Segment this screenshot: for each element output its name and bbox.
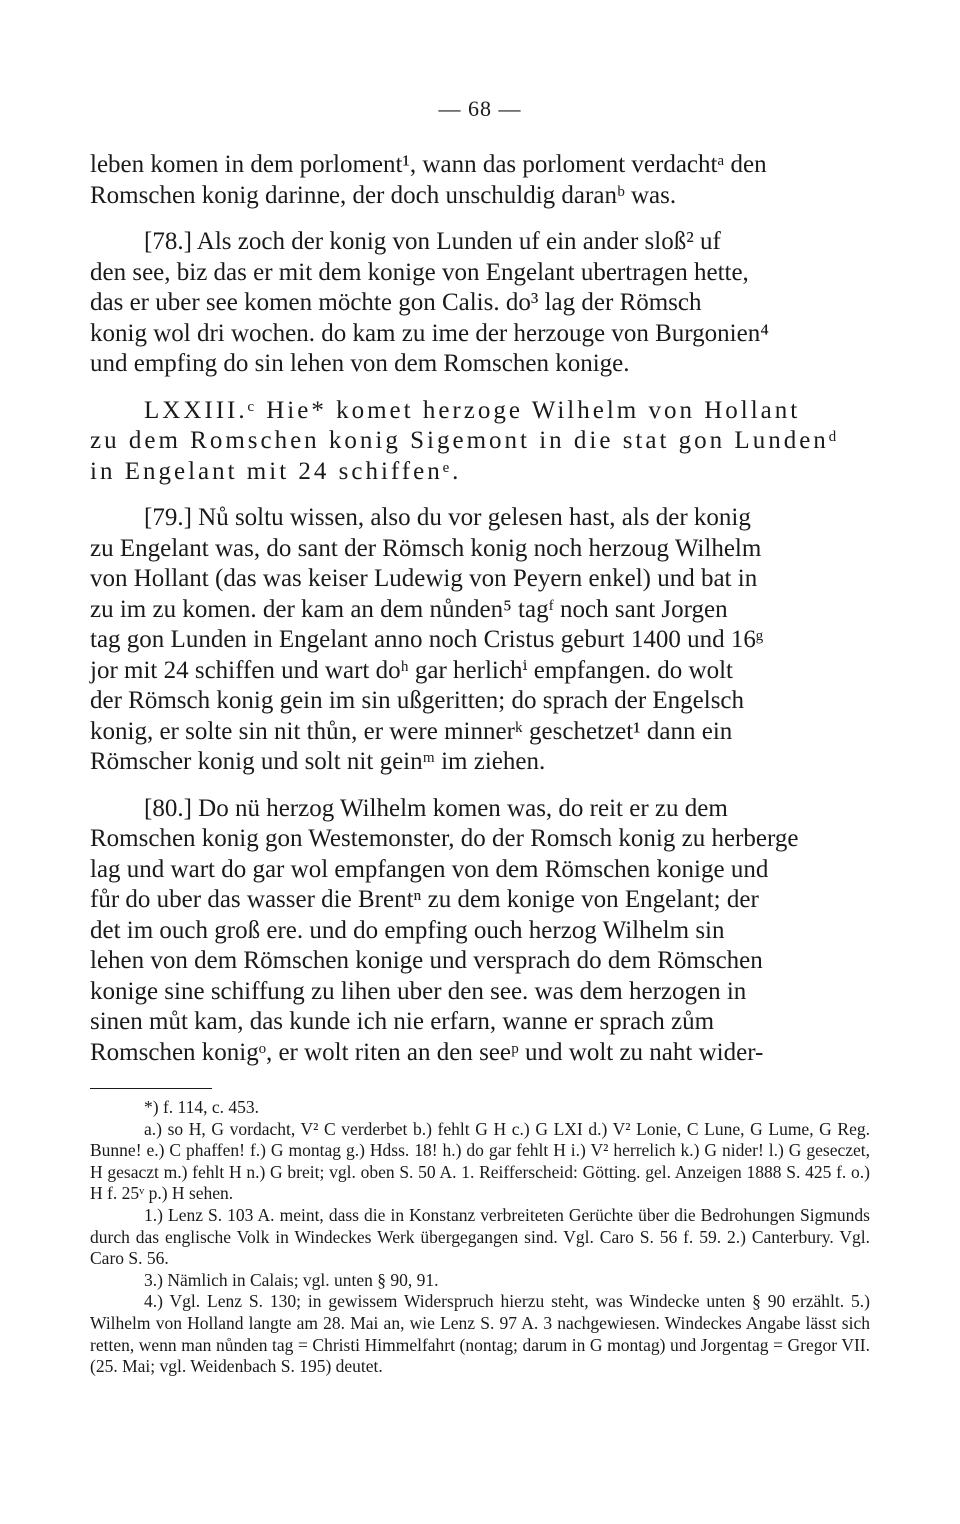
text-line: Romschen konig gon Westemonster, do der Romsch konig zu herberge (90, 825, 799, 852)
text-line: von Hollant (das was keiser Ludewig von Peyern enkel) und bat in (90, 565, 758, 592)
text-line: der Römsch konig gein im sin ußgeritten; do sprach der Engelsch (90, 687, 745, 714)
text-line: tag gon Lunden in Engelant anno noch Cristus geburt 1400 und 16ᵍ (90, 626, 764, 653)
text-line: [79.] Nů soltu wissen, also du vor gelesen hast, als der konig (144, 504, 751, 531)
heading-line: LXXIII.ᶜ Hie* komet herzoge Wilhelm von Hollant (144, 396, 801, 424)
text-line: konig wol dri wochen. do kam zu ime der herzouge von Burgonien⁴ (90, 319, 769, 347)
text-line: lehen von dem Römschen konige und versprach do dem Römschen (90, 947, 763, 974)
text-line: fůr do uber das wasser die Brentⁿ zu dem konige von Engelant; der (90, 886, 759, 913)
text-line: zu Engelant was, do sant der Römsch konig noch herzoug Wilhelm (90, 534, 762, 562)
footnotes (90, 1097, 870, 1378)
text-line: [78.] Als zoch der konig von Lunden uf ein ander sloß² uf (144, 228, 721, 255)
text-line: det im ouch groß ere. und do empfing ouch herzog Wilhelm sin (90, 916, 725, 944)
footnote-variants: a.) so H, G vordacht, V² C verderbet b.) fehlt G H c.) G LXI d.) V² Lonie, C Lune, G Lume, G Reg. Bunne! e.) C phaffen! f.) G montag g.) Hdss. 18! h.) do gar fehlt H i.) V² herrelich k.) G nider! l.) G geseczet, H gesaczt m.) fehlt H n.) G breit; vgl. oben S. 50 A. 1. Reifferscheid: Götting. gel. Anzeigen 1888 S. 425 f. o.) H f. 25ᵛ p.) H sehen. (90, 1118, 870, 1204)
page (90, 96, 870, 1378)
text-line: das er uber see komen möchte gon Calis. do³ lag der Römsch (90, 289, 702, 316)
text-line: [80.] Do nü herzog Wilhelm komen was, do reit er zu dem (144, 794, 728, 822)
footnote-divider (90, 1088, 212, 1089)
text-line: konige sine schiffung zu lihen uber den see. was dem herzogen in (90, 977, 747, 1005)
text-line: Römscher konig und solt nit geinᵐ im ziehen. (90, 748, 546, 775)
heading-line: in Engelant mit 24 schiffenᵉ. (90, 457, 462, 485)
text-line: den see, biz das er mit dem konige von Engelant ubertragen hette, (90, 258, 749, 286)
main-text (90, 150, 870, 1068)
text-line: Romschen konig darinne, der doch unschuldig daranᵇ was. (90, 181, 677, 209)
footnote-commentary-1: 1.) Lenz S. 103 A. meint, dass die in Konstanz verbreiteten Gerüchte über die Bedrohungen Sigmunds durch das englische Volk in Windeckes Werk übergegangen sind. Vgl. Caro S. 56 f. 59. 2.) Canterbury. Vgl. Caro S. 56. (90, 1204, 870, 1269)
heading-line: zu dem Romschen konig Sigemont in die stat gon Lundenᵈ (90, 427, 840, 454)
text-line: Romschen konigᵒ, er wolt riten an den seeᵖ und wolt zu naht wider- (90, 1038, 764, 1066)
text-line: lag und wart do gar wol empfangen von dem Römschen konige und (90, 855, 769, 883)
text-line: und empfing do sin lehen von dem Romschen konige. (90, 350, 630, 377)
paragraph-78 (90, 227, 870, 380)
footnote-commentary-4: 4.) Vgl. Lenz S. 130; in gewissem Widerspruch hierzu steht, was Windecke unten § 90 erzählt. 5.) Wilhelm von Holland langte am 28. Mai an, wie Lenz S. 97 A. 3 nachgewiesen. Windeckes Angabe lässt sich retten, wenn man nůnden tag = Christi Himmelfahrt (nontag; darum in G montag) und Jorgentag = Gregor VII. (25. Mai; vgl. Weidenbach S. 195) deutet. (90, 1291, 870, 1377)
paragraph-continuation (90, 150, 870, 211)
footnote-commentary-3: 3.) Nämlich in Calais; vgl. unten § 90, 91. (144, 1269, 439, 1290)
paragraph-80 (90, 794, 870, 1069)
paragraph-79 (90, 503, 870, 778)
page-number: — 68 — (438, 96, 522, 121)
text-line: jor mit 24 schiffen und wart doʰ gar herlichⁱ empfangen. do wolt (90, 656, 733, 684)
chapter-heading (90, 396, 870, 488)
text-line: sinen můt kam, das kunde ich nie erfarn, wanne er sprach zům (90, 1008, 715, 1035)
footnote-folio: *) f. 114, c. 453. (144, 1097, 260, 1117)
text-line: leben komen in dem porloment¹, wann das porloment verdachtᵃ den (90, 151, 767, 178)
text-line: konig, er solte sin nit thůn, er were minnerᵏ geschetzet¹ dann ein (90, 717, 733, 745)
text-line: zu im zu komen. der kam an dem nůnden⁵ tagᶠ noch sant Jorgen (90, 595, 728, 623)
